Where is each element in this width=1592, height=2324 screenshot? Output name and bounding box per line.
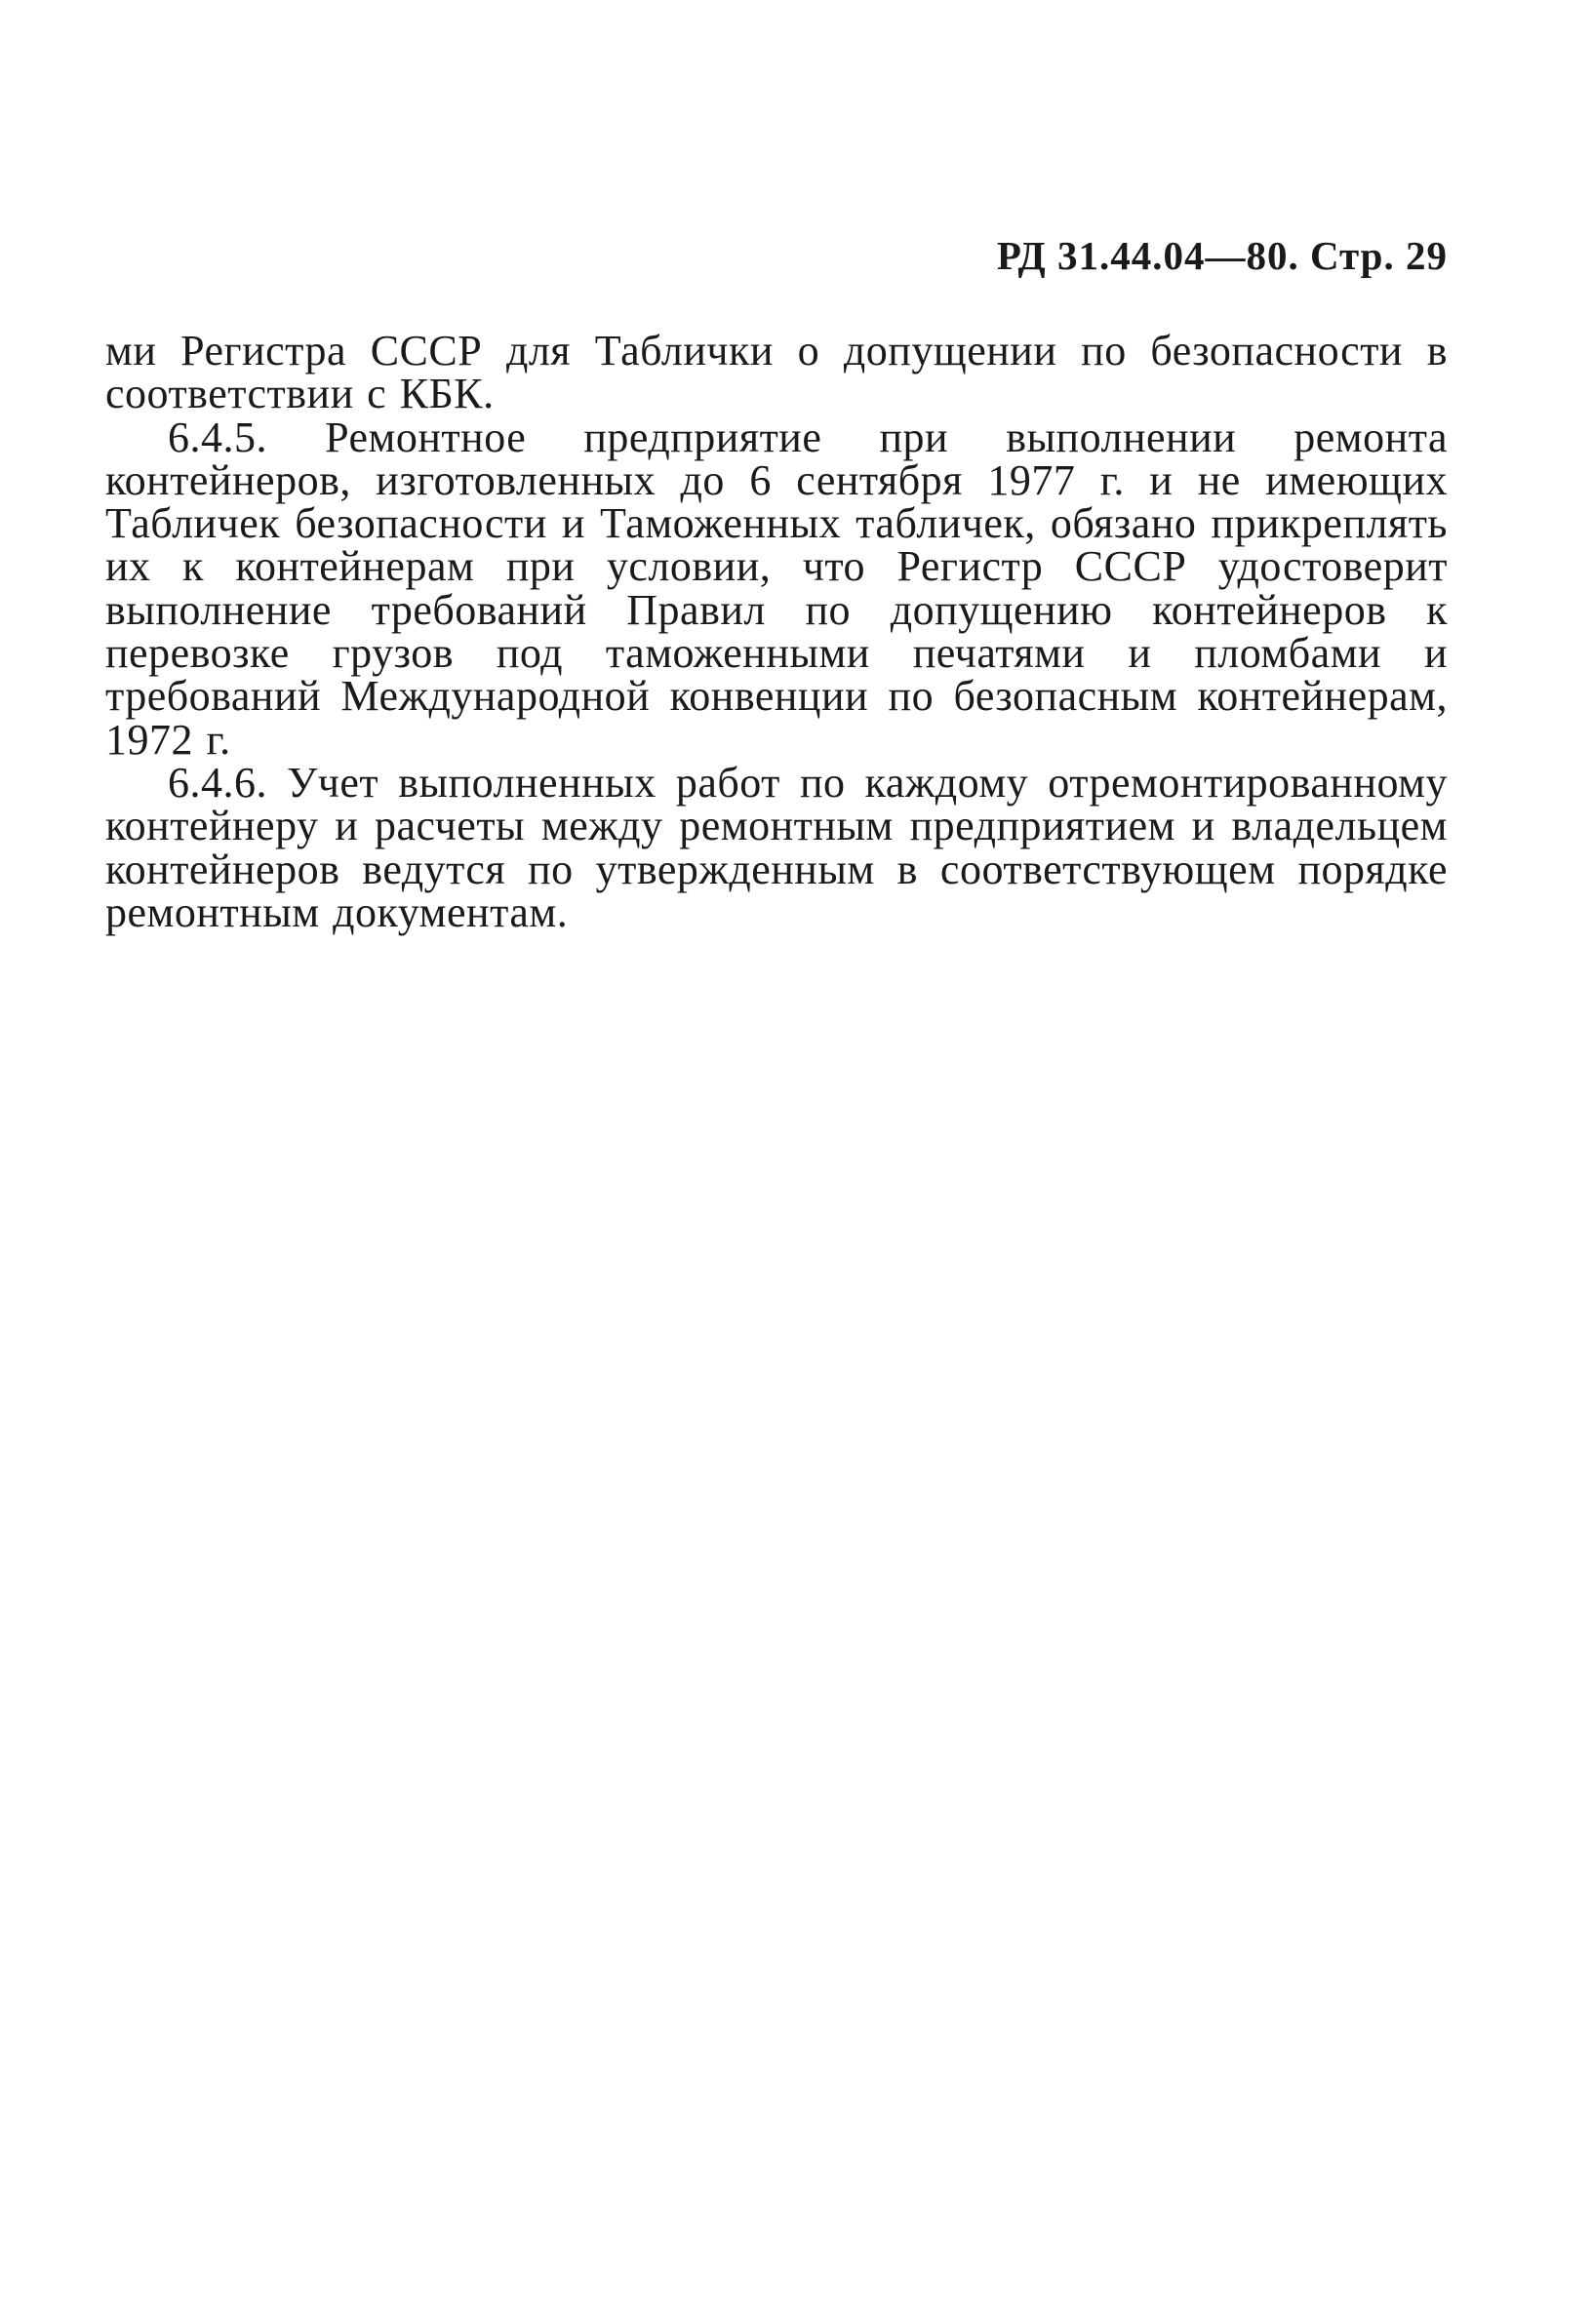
page-header: РД 31.44.04—80. Стр. 29 xyxy=(996,233,1448,278)
paragraph-6-4-5: 6.4.5. Ремонтное предприятие при выполнении ремонта контейнеров, изготовленных до 6 сентября 1977 г. и не имеющих Табличек безопасности и Таможенных табличек, обязано прикреплять их к контейнерам при условии, что Регистр СССР удостоверит выполнение требований Правил по допущению контейнеров к перевозке грузов под таможенными печатями и пломбами и требований Международной конвенции по безопасным контейнерам, 1972 г. xyxy=(105,413,1448,764)
document-body xyxy=(105,327,1448,936)
paragraph-continuation: ми Регистра СССР для Таблички о допущении по безопасности в соответствии с КБК. xyxy=(105,327,1448,418)
paragraph-6-4-6: 6.4.6. Учет выполненных работ по каждому отремонтированному контейнеру и расчеты между ремонтным предприятием и владельцем контейнеров ведутся по утвержденным в соответствующем порядке ремонтным документам. xyxy=(105,758,1448,936)
